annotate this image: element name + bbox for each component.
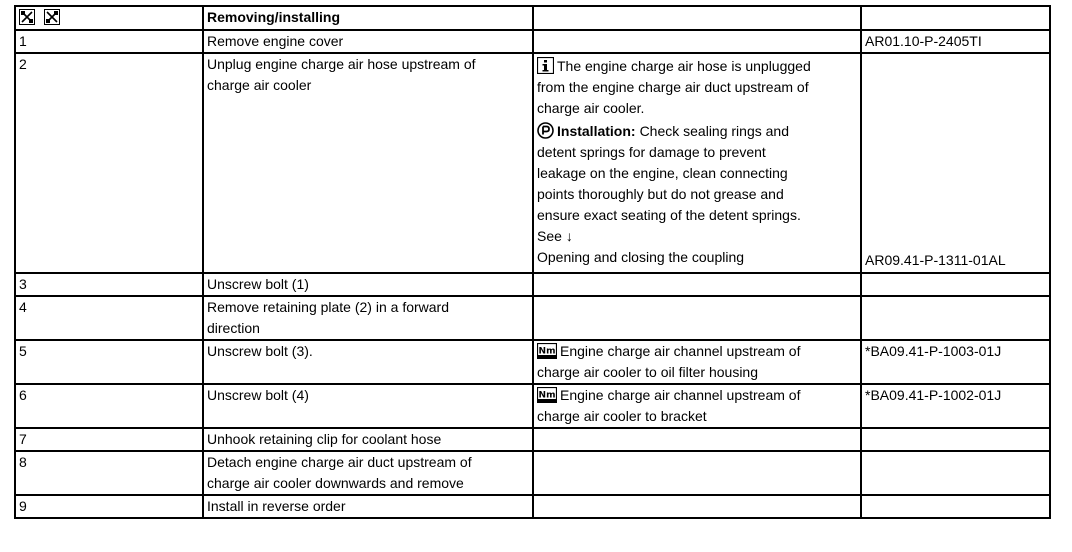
step-number: 9 (15, 495, 203, 518)
step-number: 5 (15, 340, 203, 384)
torque-nm-icon (537, 343, 557, 359)
installation-text-line: detent springs for damage to prevent (537, 144, 766, 160)
procedure-table (14, 5, 1051, 519)
info-text-line: from the engine charge air duct upstream of (537, 79, 809, 95)
step-notes (533, 384, 861, 428)
step-notes (533, 451, 861, 495)
step-row (15, 428, 1050, 451)
step-action-line: direction (207, 320, 260, 336)
step-action-line: Remove retaining plate (2) in a forward (207, 299, 450, 315)
step-action: Unscrew bolt (1) (203, 273, 533, 296)
header-title: Removing/installing (203, 6, 533, 30)
installation-text-line: leakage on the engine, clean connecting (537, 165, 788, 181)
header-notes-cell (533, 6, 861, 30)
step-notes (533, 495, 861, 518)
torque-text-line: Engine charge air channel upstream of (560, 387, 801, 403)
step-action: Unscrew bolt (3). (203, 340, 533, 384)
step-ref-cell (861, 296, 1050, 340)
info-icon (537, 57, 554, 74)
installation-text-line: ensure exact seating of the detent springs. (537, 207, 801, 223)
step-ref-cell (861, 495, 1050, 518)
step-notes (533, 428, 861, 451)
step-notes (533, 30, 861, 53)
header-ref-cell (861, 6, 1050, 30)
torque-nm-icon (537, 387, 557, 403)
see-target-link[interactable]: Opening and closing the coupling (537, 249, 745, 265)
installation-text-line: Check sealing rings and (639, 123, 789, 139)
step-number: 3 (15, 273, 203, 296)
header-icons-cell (15, 6, 203, 30)
step-notes (533, 273, 861, 296)
step-number: 6 (15, 384, 203, 428)
step-action (203, 451, 533, 495)
step-number: 1 (15, 30, 203, 53)
installation-label: Installation: (557, 123, 636, 139)
step-row (15, 30, 1050, 53)
step-action: Unhook retaining clip for coolant hose (203, 428, 533, 451)
down-arrow-icon[interactable]: ↓ (565, 228, 573, 244)
step-row (15, 340, 1050, 384)
wrench-cross-icon (19, 9, 35, 25)
header-row (15, 6, 1050, 30)
step-number: 2 (15, 53, 203, 273)
torque-text-line: charge air cooler to oil filter housing (537, 364, 759, 380)
step-ref-cell (861, 53, 1050, 273)
step-ref-cell (861, 428, 1050, 451)
step-ref-cell (861, 451, 1050, 495)
step-action-line: charge air cooler downwards and remove (207, 475, 464, 491)
step-action-line: Unplug engine charge air hose upstream of (207, 56, 476, 72)
see-label: See (537, 228, 562, 244)
step-ref-cell (861, 273, 1050, 296)
step-row (15, 273, 1050, 296)
wrench-cross-icon (44, 9, 60, 25)
step-action-line: Detach engine charge air duct upstream of (207, 454, 472, 470)
step-number: 8 (15, 451, 203, 495)
step-action-line: charge air cooler (207, 77, 312, 93)
torque-text-line: Engine charge air channel upstream of (560, 343, 801, 359)
step-row (15, 384, 1050, 428)
step-action (203, 53, 533, 273)
step-row (15, 53, 1050, 273)
step-notes (533, 53, 861, 273)
step-ref-link[interactable]: AR01.10-P-2405TI (861, 30, 1050, 53)
step-number: 4 (15, 296, 203, 340)
torque-icon-text: Nm (538, 390, 556, 401)
step-action: Unscrew bolt (4) (203, 384, 533, 428)
info-text-line: The engine charge air hose is unplugged (557, 58, 811, 74)
step-action: Remove engine cover (203, 30, 533, 53)
installation-text-line: points thoroughly but do not grease and (537, 186, 784, 202)
step-notes (533, 296, 861, 340)
info-text-line: charge air cooler. (537, 100, 645, 116)
step-number: 7 (15, 428, 203, 451)
torque-icon-text: Nm (538, 346, 556, 357)
installation-icon (537, 122, 554, 139)
step-notes (533, 340, 861, 384)
step-row (15, 451, 1050, 495)
step-action: Install in reverse order (203, 495, 533, 518)
step-action (203, 296, 533, 340)
torque-text-line: charge air cooler to bracket (537, 408, 707, 424)
step-row (15, 296, 1050, 340)
step-ref-link[interactable]: *BA09.41-P-1003-01J (861, 340, 1050, 384)
step-ref-link[interactable]: AR09.41-P-1311-01AL (865, 252, 1006, 268)
step-row (15, 495, 1050, 518)
step-ref-link[interactable]: *BA09.41-P-1002-01J (861, 384, 1050, 428)
